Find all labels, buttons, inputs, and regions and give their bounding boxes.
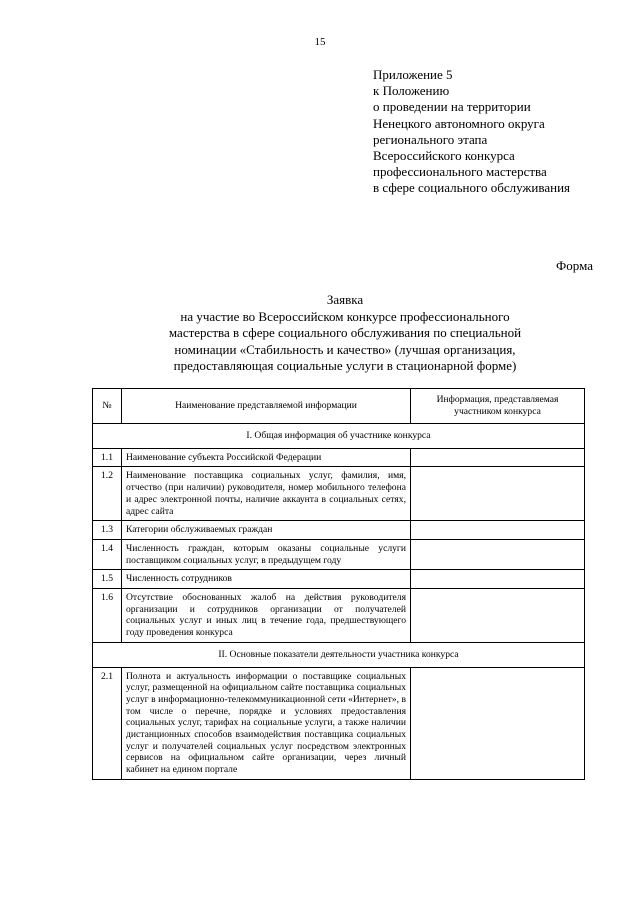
table-row (93, 467, 585, 521)
appendix-line: о проведении на территории (373, 99, 531, 115)
row-number: 1.2 (93, 467, 122, 521)
title-line: Заявка (326, 292, 364, 307)
row-info-cell[interactable] (411, 667, 585, 779)
row-number: 2.1 (93, 667, 122, 779)
appendix-line: Ненецкого автономного округа (373, 115, 545, 131)
row-text: Численность граждан, которым оказаны социальные услуги поставщиком социальных услуг, в предыдущем году (122, 539, 411, 569)
section-row (93, 424, 585, 449)
row-number: 1.4 (93, 539, 122, 569)
title-line: предоставляющая социальные услуги в стационарной форме) (173, 358, 517, 373)
row-number: 1.5 (93, 570, 122, 589)
row-text: Отсутствие обоснованных жалоб на действия руководителя организации и сотрудников организации от получателей социальных услуг и иных лиц в течение года, предшествующего году проведения конкурса (122, 589, 411, 643)
application-table (92, 388, 585, 780)
table-row (93, 521, 585, 540)
row-info-cell[interactable] (411, 570, 585, 589)
appendix-line: регионального этапа (373, 131, 488, 147)
appendix-line: Всероссийского конкурса (373, 148, 515, 164)
row-number: 1.1 (93, 448, 122, 467)
row-info-cell[interactable] (411, 539, 585, 569)
table-row (93, 589, 585, 643)
row-info-cell[interactable] (411, 589, 585, 643)
header-name: Наименование представляемой информации (122, 389, 411, 424)
table-row (93, 570, 585, 589)
table-row (93, 667, 585, 779)
header-info: Информация, представляемая участником конкурса (411, 389, 585, 424)
row-info-cell[interactable] (411, 467, 585, 521)
appendix-line: к Положению (373, 83, 450, 99)
row-text: Наименование поставщика социальных услуг, фамилия, имя, отчество (при наличии) руководителя, номер мобильного телефона и адрес электронной почты, наличие аккаунта в социальных сетях, адрес сайта (122, 467, 411, 521)
row-text: Численность сотрудников (122, 570, 411, 589)
title-line: мастерства в сфере социального обслуживания по специальной (168, 325, 522, 340)
section-title: II. Основные показатели деятельности участника конкурса (93, 642, 585, 667)
section-title: I. Общая информация об участнике конкурса (93, 424, 585, 449)
title-line: номинации «Стабильность и качество» (лучшая организация, (174, 341, 516, 357)
application-title (100, 292, 590, 375)
header-number: № (93, 389, 122, 424)
row-text: Категории обслуживаемых граждан (122, 521, 411, 540)
row-text: Полнота и актуальность информации о поставщике социальных услуг, размещенной на официальном сайте поставщика социальных услуг в информационно-телекоммуникационной сети «Интернет», в том числе о перечне, порядке и условиях предоставления социальных услуг, тарифах на социальные услуги, а также наличии дистанционных способов взаимодействия поставщика социальных услуг и получателей социальных услуг посредством электронных сервисов на официальном сайте организации, через личный кабинет на едином портале (122, 667, 411, 779)
appendix-line: в сфере социального обслуживания (373, 180, 570, 196)
appendix-line: профессионального мастерства (373, 164, 547, 180)
table-row (93, 539, 585, 569)
table-row (93, 448, 585, 467)
section-row (93, 642, 585, 667)
row-info-cell[interactable] (411, 448, 585, 467)
form-label: Форма (556, 258, 593, 273)
page-number: 15 (314, 36, 326, 48)
row-number: 1.6 (93, 589, 122, 643)
title-line: на участие во Всероссийском конкурсе профессионального (180, 308, 510, 324)
appendix-block (373, 67, 570, 197)
row-text: Наименование субъекта Российской Федерации (122, 448, 411, 467)
row-number: 1.3 (93, 521, 122, 540)
row-info-cell[interactable] (411, 521, 585, 540)
table-header-row (93, 389, 585, 424)
appendix-line: Приложение 5 (373, 67, 453, 82)
